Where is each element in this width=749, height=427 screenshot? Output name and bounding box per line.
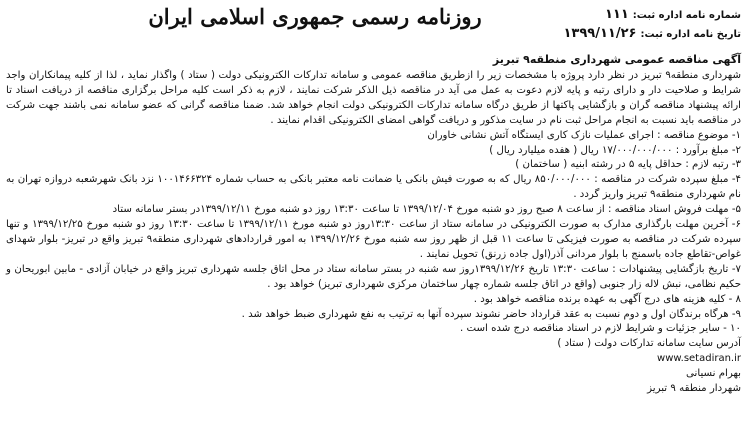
list-item: ۶- آخرین مهلت بارگذاری مدارک به صورت الکترونیکی در سامانه ستاد از ساعت ۱۳:۳۰روز دو شنبه مورخ ۱۳۹۹/۱۲/۱۱ تا ساعت ۱۳:۳۰ روز دو شنبه مورخ ۱۳۹۹/۱۲/۲۵ و تنها سپرده شرکت در مناقصه به صورت فیزیکی تا ساعت ۱۱ قبل از ظهر روز سه شنبه مورخ ۱۳۹۹/۱۲/۲۶ به امور قراردادهای شهرداری منطقه۹ تبریز واقع در تبریز- بلوار شهدای غواص-تقاطع جاده باسمنج با بلوار مردانی آذر(اول جاده زرنق) تحویل نمایند . [6,219,741,260]
newspaper-title: روزنامه رسمی جمهوری اسلامی ایران [148,4,482,29]
list-item: ۱۰ - سایر جزئیات و شرایط لازم در اسناد مناقصه درج شده است . [460,323,741,335]
list-item: ۲- مبلغ برآورد : ۱۷/۰۰۰/۰۰۰/۰۰۰ ریال ( هفده میلیارد ریال ) [489,144,741,156]
list-item: ۹- هرگاه برندگان اول و دوم نسبت به عقد قرارداد حاضر نشوند سپرده آنها به ترتیب به نفع شهرداری ضبط خواهد شد . [241,308,741,320]
intro-paragraph: شهرداری منطقه۹ تبریز در نظر دارد پروژه با مشخصات زیر را ازطریق مناقصه عمومی و سامانه تدارکات الکترونیکی دولت ( ستاد ) واگذار نماید ، لذا از کلیه پیمانکاران واجد شرایط و صلاحیت دار و دارای رتبه و پایه لازم دعوت به عمل می آید در مناقصه ذیل الذکر شرکت نمایند ، لازم به ذکر است کلیه مراحل برگزاری مناقصه از دریافت اسناد تا ارائه پیشنهاد مناقصه گران و بازگشایی پاکتها از طریق درگاه سامانه تدارکات الکترونیکی دولت انجام خواهد شد. ضمنا مناقصه گرانی که عضو سامانه نمی باشند جهت شرکت در مناقصه باید نسبت به انجام مراحل ثبت نام در سایت مذکور و دریافت گواهی امضای الکترونیکی اقدام نمایند . [6,70,741,126]
site-url: www.setadiran.ir [657,353,741,365]
site-url-line [6,352,741,367]
site-address-label: آدرس سایت سامانه تدارکات دولت ( ستاد ) [557,338,741,350]
list-item: ۳- رتبه لازم : حداقل پایه ۵ در رشته ابنیه ( ساختمان ) [515,159,741,171]
notice-body [6,69,741,397]
registration-meta [563,6,741,44]
reg-number-label: شماره نامه اداره ثبت: [632,10,741,21]
list-item: ۵- مهلت فروش اسناد مناقصه : از ساعت ۸ صبح روز دو شنبه مورخ ۱۳۹۹/۱۲/۰۴ تا ساعت ۱۳:۳۰ روز دو شنبه مورخ ۱۳۹۹/۱۲/۱۱در بستر سامانه ستاد [112,204,741,216]
signer-name: بهرام نسیانی [686,368,741,380]
signer-title: شهردار منطقه ۹ تبریز [647,383,741,395]
reg-number-line [591,6,741,25]
list-item: ۸ - کلیه هزینه های درج آگهی به عهده برنده مناقصه خواهد بود . [473,293,741,305]
reg-number-value: ۱۱۱ [604,7,629,22]
list-item: ۴- مبلغ سپرده شرکت در مناقصه : ۸۵۰/۰۰۰/۰۰۰ ریال که به صورت فیش بانکی یا ضمانت نامه معتبر بانکی به حساب شماره ۱۰۰۱۴۶۶۳۲۴ نزد بانک شهرشعبه دروازه تهران به نام شهرداری منطقه۹ تبریز واریز گردد . [6,174,741,201]
list-item: ۱- موضوع مناقصه : اجرای عملیات نازک کاری ایستگاه آتش نشانی خاوران [427,129,741,141]
list-item: ۷- تاریخ بازگشایی پیشنهادات : ساعت ۱۳:۳۰ تاریخ ۱۳۹۹/۱۲/۲۶روز سه شنبه در بستر سامانه ستاد در محل اتاق جلسه شهرداری تبریز واقع در خیابان آزادی - مابین ابوریحان و حکیم نظامی، نبش لاله زار جنوبی (واقع در اتاق جلسه شماره چهار ساختمان مرکزی شهرداری تبریز) خواهد بود . [6,263,741,290]
reg-date-line [563,25,741,44]
header [0,0,749,52]
notice-title: آگهی مناقصه عمومی شهرداری منطقه۹ تبریز [492,53,741,66]
reg-date-value: ۱۳۹۹/۱۱/۲۶ [563,26,637,41]
reg-date-label: تاریخ نامه اداره ثبت: [640,29,741,40]
